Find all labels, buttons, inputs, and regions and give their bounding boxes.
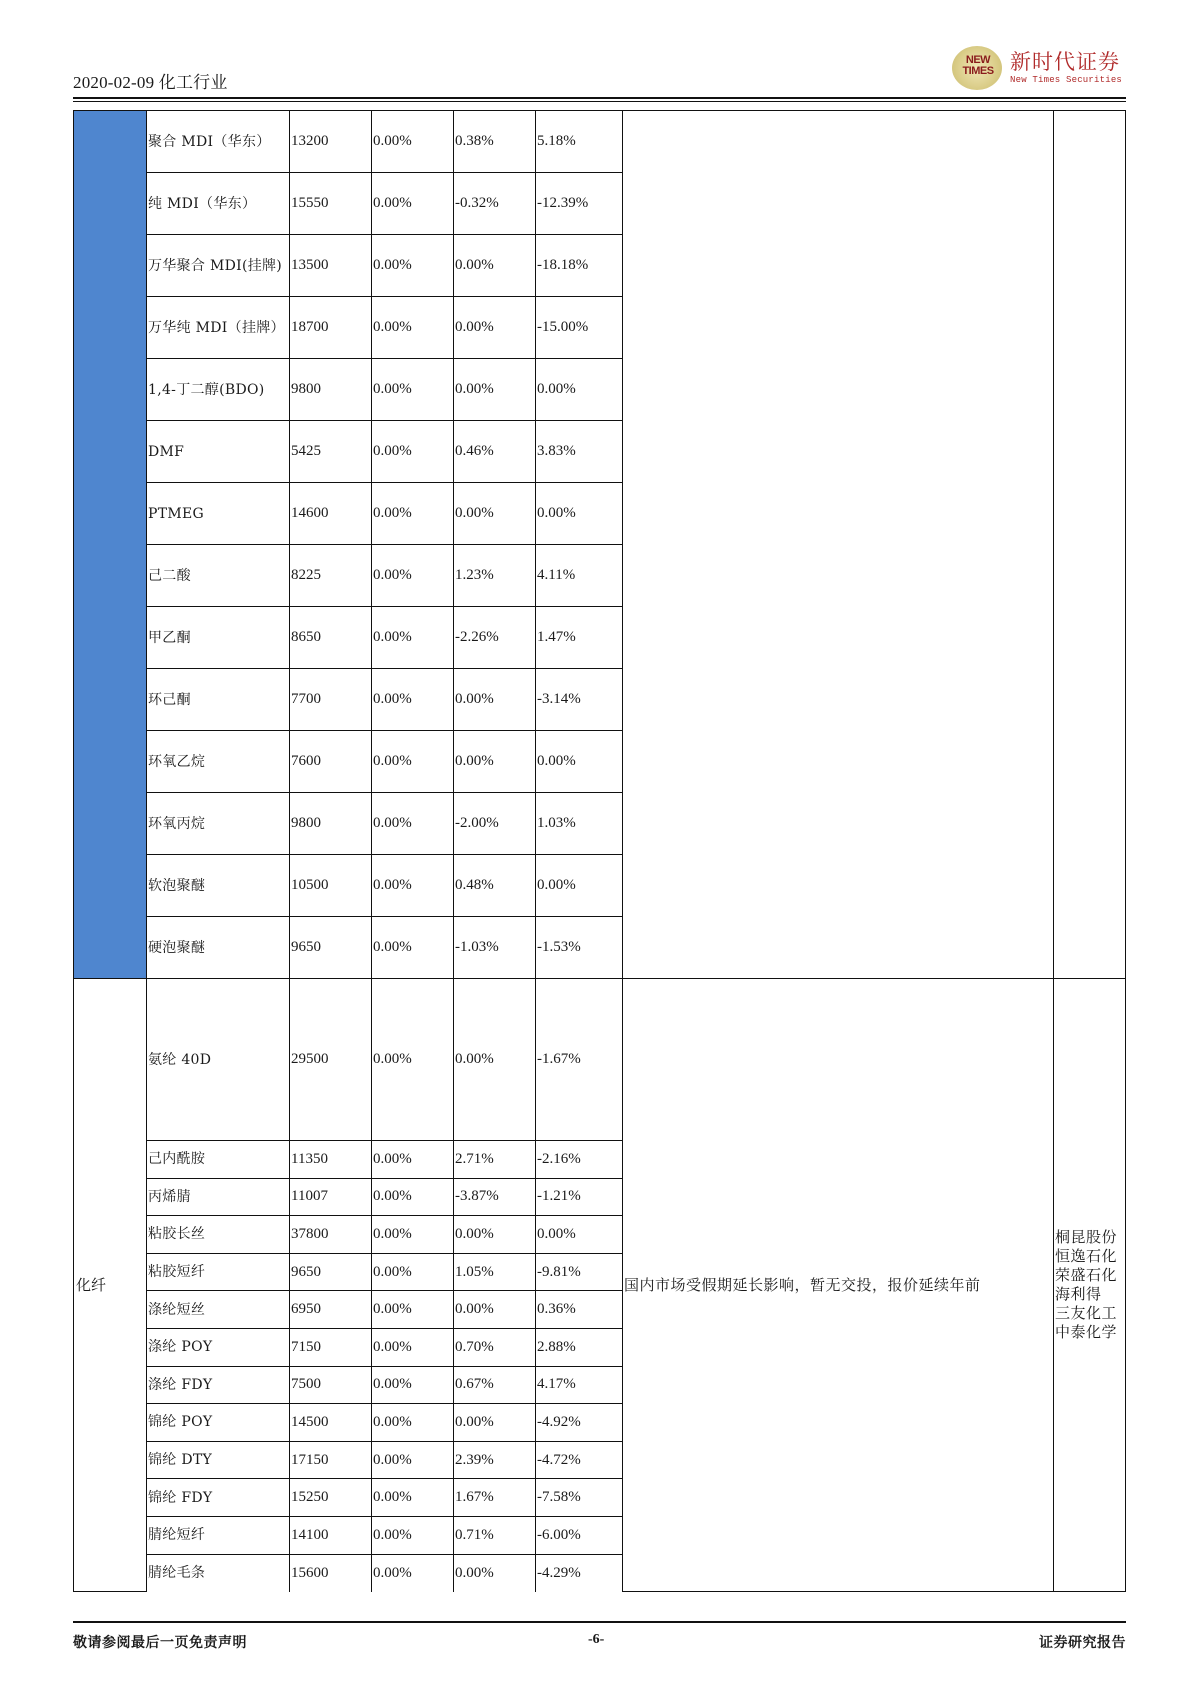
weekly-change-cell: 0.00% bbox=[372, 1253, 454, 1291]
yearly-change-cell: -1.53% bbox=[536, 917, 623, 979]
report-header-title: 2020-02-09 化工行业 bbox=[73, 73, 228, 92]
product-name-cell: 粘胶短纤 bbox=[147, 1253, 290, 1291]
product-name-cell: 甲乙酮 bbox=[147, 607, 290, 669]
price-cell: 7700 bbox=[290, 669, 372, 731]
product-name-cell: 粘胶长丝 bbox=[147, 1216, 290, 1254]
yearly-change-cell: -6.00% bbox=[536, 1516, 623, 1554]
weekly-change-cell: 0.00% bbox=[372, 669, 454, 731]
monthly-change-cell: 0.00% bbox=[454, 1554, 536, 1592]
yearly-change-cell: 1.03% bbox=[536, 793, 623, 855]
price-cell: 9650 bbox=[290, 917, 372, 979]
weekly-change-cell: 0.00% bbox=[372, 1141, 454, 1179]
weekly-change-cell: 0.00% bbox=[372, 855, 454, 917]
monthly-change-cell: 1.23% bbox=[454, 545, 536, 607]
yearly-change-cell: 5.18% bbox=[536, 111, 623, 173]
monthly-change-cell: 0.00% bbox=[454, 359, 536, 421]
monthly-change-cell: -3.87% bbox=[454, 1178, 536, 1216]
yearly-change-cell: -3.14% bbox=[536, 669, 623, 731]
monthly-change-cell: 0.71% bbox=[454, 1516, 536, 1554]
market-comment-cell: 国内市场受假期延长影响，暂无交投，报价延续年前 bbox=[623, 979, 1054, 1592]
weekly-change-cell: 0.00% bbox=[372, 1328, 454, 1366]
price-cell: 11007 bbox=[290, 1178, 372, 1216]
brand-logo bbox=[952, 44, 1132, 94]
product-name-cell: 涤纶 FDY bbox=[147, 1366, 290, 1404]
yearly-change-cell: 3.83% bbox=[536, 421, 623, 483]
monthly-change-cell: 0.70% bbox=[454, 1328, 536, 1366]
price-cell: 8650 bbox=[290, 607, 372, 669]
weekly-change-cell: 0.00% bbox=[372, 1366, 454, 1404]
monthly-change-cell: 0.38% bbox=[454, 111, 536, 173]
price-table bbox=[73, 110, 1126, 1592]
header-divider-thin bbox=[73, 101, 1126, 102]
product-name-cell: 万华纯 MDI（挂牌） bbox=[147, 297, 290, 359]
price-cell: 18700 bbox=[290, 297, 372, 359]
yearly-change-cell: 0.00% bbox=[536, 1216, 623, 1254]
price-cell: 14100 bbox=[290, 1516, 372, 1554]
yearly-change-cell: -15.00% bbox=[536, 297, 623, 359]
weekly-change-cell: 0.00% bbox=[372, 483, 454, 545]
category-cell: 化纤 bbox=[74, 979, 147, 1592]
weekly-change-cell: 0.00% bbox=[372, 235, 454, 297]
product-name-cell: 腈纶毛条 bbox=[147, 1554, 290, 1592]
price-cell: 15550 bbox=[290, 173, 372, 235]
yearly-change-cell: 4.17% bbox=[536, 1366, 623, 1404]
product-name-cell: 丙烯腈 bbox=[147, 1178, 290, 1216]
company-name: 桐昆股份 bbox=[1055, 1228, 1118, 1247]
product-name-cell: 万华聚合 MDI(挂牌) bbox=[147, 235, 290, 297]
yearly-change-cell: -4.72% bbox=[536, 1441, 623, 1479]
price-cell: 8225 bbox=[290, 545, 372, 607]
company-name: 三友化工 bbox=[1055, 1304, 1118, 1323]
weekly-change-cell: 0.00% bbox=[372, 359, 454, 421]
monthly-change-cell: 0.67% bbox=[454, 1366, 536, 1404]
price-cell: 7500 bbox=[290, 1366, 372, 1404]
monthly-change-cell: 0.00% bbox=[454, 669, 536, 731]
yearly-change-cell: -2.16% bbox=[536, 1141, 623, 1179]
monthly-change-cell: 0.46% bbox=[454, 421, 536, 483]
price-cell: 14600 bbox=[290, 483, 372, 545]
price-cell: 37800 bbox=[290, 1216, 372, 1254]
weekly-change-cell: 0.00% bbox=[372, 545, 454, 607]
yearly-change-cell: 0.00% bbox=[536, 731, 623, 793]
yearly-change-cell: -1.21% bbox=[536, 1178, 623, 1216]
company-name: 海利得 bbox=[1055, 1285, 1102, 1304]
monthly-change-cell: -2.26% bbox=[454, 607, 536, 669]
yearly-change-cell: -9.81% bbox=[536, 1253, 623, 1291]
price-cell: 7600 bbox=[290, 731, 372, 793]
product-name-cell: 锦纶 FDY bbox=[147, 1479, 290, 1517]
weekly-change-cell: 0.00% bbox=[372, 731, 454, 793]
yearly-change-cell: -1.67% bbox=[536, 979, 623, 1141]
price-cell: 15600 bbox=[290, 1554, 372, 1592]
related-companies-cell bbox=[1054, 979, 1126, 1592]
monthly-change-cell: 2.71% bbox=[454, 1141, 536, 1179]
monthly-change-cell: 2.39% bbox=[454, 1441, 536, 1479]
logo-name-en: New Times Securities bbox=[1010, 75, 1123, 85]
yearly-change-cell: -4.92% bbox=[536, 1404, 623, 1442]
price-cell: 9650 bbox=[290, 1253, 372, 1291]
price-cell: 9800 bbox=[290, 793, 372, 855]
monthly-change-cell: 0.00% bbox=[454, 1404, 536, 1442]
monthly-change-cell: 0.48% bbox=[454, 855, 536, 917]
monthly-change-cell: 0.00% bbox=[454, 731, 536, 793]
yearly-change-cell: 1.47% bbox=[536, 607, 623, 669]
weekly-change-cell: 0.00% bbox=[372, 1404, 454, 1442]
product-name-cell: 环己酮 bbox=[147, 669, 290, 731]
weekly-change-cell: 0.00% bbox=[372, 111, 454, 173]
table-row bbox=[74, 979, 1126, 1141]
table-row bbox=[74, 111, 1126, 173]
logo-name-cn: 新时代证券 bbox=[1010, 50, 1120, 74]
page-number: -6- bbox=[588, 1632, 605, 1647]
monthly-change-cell: 1.05% bbox=[454, 1253, 536, 1291]
price-cell: 13200 bbox=[290, 111, 372, 173]
monthly-change-cell: 1.67% bbox=[454, 1479, 536, 1517]
market-comment-cell bbox=[623, 111, 1054, 979]
logo-badge-icon bbox=[952, 46, 1002, 90]
price-cell: 5425 bbox=[290, 421, 372, 483]
product-name-cell: 环氧丙烷 bbox=[147, 793, 290, 855]
yearly-change-cell: -4.29% bbox=[536, 1554, 623, 1592]
company-name: 恒逸石化 bbox=[1055, 1247, 1118, 1266]
price-cell: 9800 bbox=[290, 359, 372, 421]
product-name-cell: 腈纶短纤 bbox=[147, 1516, 290, 1554]
yearly-change-cell: 2.88% bbox=[536, 1328, 623, 1366]
monthly-change-cell: 0.00% bbox=[454, 483, 536, 545]
product-name-cell: 己二酸 bbox=[147, 545, 290, 607]
company-name: 中泰化学 bbox=[1055, 1323, 1118, 1342]
weekly-change-cell: 0.00% bbox=[372, 173, 454, 235]
product-name-cell: 聚合 MDI（华东） bbox=[147, 111, 290, 173]
monthly-change-cell: -0.32% bbox=[454, 173, 536, 235]
monthly-change-cell: 0.00% bbox=[454, 979, 536, 1141]
yearly-change-cell: 0.36% bbox=[536, 1291, 623, 1329]
yearly-change-cell: -18.18% bbox=[536, 235, 623, 297]
weekly-change-cell: 0.00% bbox=[372, 1441, 454, 1479]
product-name-cell: DMF bbox=[147, 421, 290, 483]
logo-badge-line2: TIMES bbox=[962, 65, 994, 77]
monthly-change-cell: 0.00% bbox=[454, 1291, 536, 1329]
footer-divider bbox=[73, 1621, 1126, 1623]
product-name-cell: 锦纶 DTY bbox=[147, 1441, 290, 1479]
weekly-change-cell: 0.00% bbox=[372, 917, 454, 979]
yearly-change-cell: 0.00% bbox=[536, 855, 623, 917]
weekly-change-cell: 0.00% bbox=[372, 421, 454, 483]
weekly-change-cell: 0.00% bbox=[372, 607, 454, 669]
weekly-change-cell: 0.00% bbox=[372, 1178, 454, 1216]
weekly-change-cell: 0.00% bbox=[372, 1216, 454, 1254]
weekly-change-cell: 0.00% bbox=[372, 1479, 454, 1517]
product-name-cell: 氨纶 40D bbox=[147, 979, 290, 1141]
yearly-change-cell: 0.00% bbox=[536, 359, 623, 421]
product-name-cell: 纯 MDI（华东） bbox=[147, 173, 290, 235]
monthly-change-cell: -1.03% bbox=[454, 917, 536, 979]
yearly-change-cell: 0.00% bbox=[536, 483, 623, 545]
company-name: 荣盛石化 bbox=[1055, 1266, 1118, 1285]
product-name-cell: 锦纶 POY bbox=[147, 1404, 290, 1442]
weekly-change-cell: 0.00% bbox=[372, 793, 454, 855]
price-cell: 15250 bbox=[290, 1479, 372, 1517]
footer-report-type: 证券研究报告 bbox=[1039, 1635, 1126, 1651]
monthly-change-cell: 0.00% bbox=[454, 235, 536, 297]
monthly-change-cell: -2.00% bbox=[454, 793, 536, 855]
product-name-cell: PTMEG bbox=[147, 483, 290, 545]
product-name-cell: 硬泡聚醚 bbox=[147, 917, 290, 979]
product-name-cell: 涤纶 POY bbox=[147, 1328, 290, 1366]
weekly-change-cell: 0.00% bbox=[372, 1516, 454, 1554]
yearly-change-cell: 4.11% bbox=[536, 545, 623, 607]
category-cell bbox=[74, 111, 147, 979]
price-cell: 6950 bbox=[290, 1291, 372, 1329]
weekly-change-cell: 0.00% bbox=[372, 1554, 454, 1592]
product-name-cell: 己内酰胺 bbox=[147, 1141, 290, 1179]
price-cell: 7150 bbox=[290, 1328, 372, 1366]
price-cell: 29500 bbox=[290, 979, 372, 1141]
weekly-change-cell: 0.00% bbox=[372, 1291, 454, 1329]
product-name-cell: 软泡聚醚 bbox=[147, 855, 290, 917]
price-cell: 11350 bbox=[290, 1141, 372, 1179]
logo-badge-line1: NEW bbox=[965, 54, 991, 66]
related-companies-cell bbox=[1054, 111, 1126, 979]
product-name-cell: 1,4-丁二醇(BDO) bbox=[147, 359, 290, 421]
monthly-change-cell: 0.00% bbox=[454, 1216, 536, 1254]
weekly-change-cell: 0.00% bbox=[372, 297, 454, 359]
price-cell: 14500 bbox=[290, 1404, 372, 1442]
weekly-change-cell: 0.00% bbox=[372, 979, 454, 1141]
yearly-change-cell: -7.58% bbox=[536, 1479, 623, 1517]
footer-disclaimer-note: 敬请参阅最后一页免责声明 bbox=[73, 1635, 247, 1651]
price-cell: 17150 bbox=[290, 1441, 372, 1479]
price-cell: 10500 bbox=[290, 855, 372, 917]
monthly-change-cell: 0.00% bbox=[454, 297, 536, 359]
product-name-cell: 涤纶短丝 bbox=[147, 1291, 290, 1329]
product-name-cell: 环氧乙烷 bbox=[147, 731, 290, 793]
yearly-change-cell: -12.39% bbox=[536, 173, 623, 235]
header-divider bbox=[73, 97, 1126, 99]
price-cell: 13500 bbox=[290, 235, 372, 297]
